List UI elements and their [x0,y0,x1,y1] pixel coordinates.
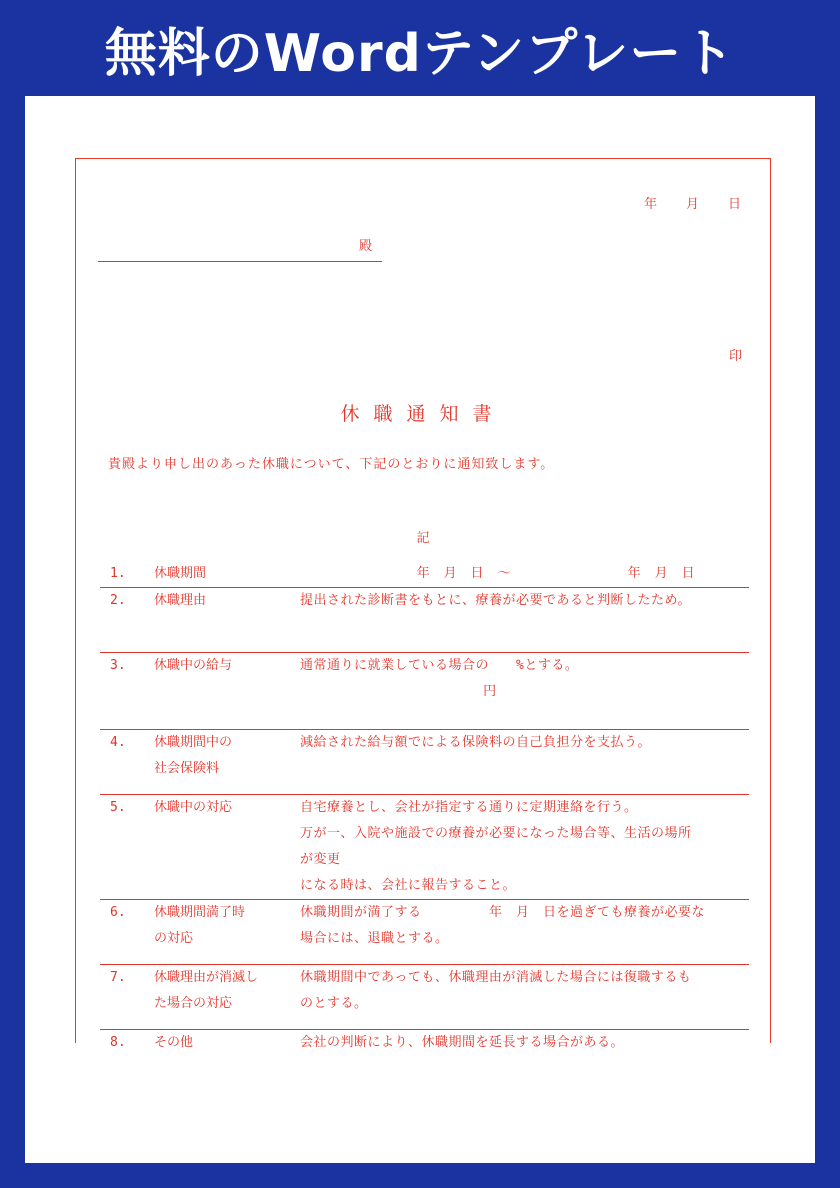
banner [0,0,840,96]
document-page [25,96,815,1163]
item-number: 1. [110,566,126,581]
item-content: 年 月 日 ～ 年 月 日 [300,566,696,581]
banner-title: 無料のWordテンプレート [104,23,736,84]
item-label: その他 [154,1035,194,1050]
list-item [100,653,749,730]
addressee-suffix: 殿 [358,239,372,254]
item-content: 通常通りに就業している場合の %とする。 円 [300,658,579,699]
item-content: 自宅療養とし、会社が指定する通りに定期連絡を行う。 万が一、入院や施設での療養が必要になった場合等、生活の場所 が変更 になる時は、会社に報告すること。 [300,800,692,893]
ki-heading: 記 [416,531,430,546]
item-label: 休職期間 [154,566,207,581]
seal-mark: 印 [728,349,742,364]
item-label: 休職理由 [154,593,207,608]
item-number: 4. [110,735,126,750]
item-number: 6. [110,905,126,920]
item-number: 3. [110,658,126,673]
item-label: 休職中の給与 [154,658,233,673]
list-item [100,561,749,588]
document-title: 休職通知書 [340,403,506,425]
list-item [100,1030,749,1056]
item-number: 8. [110,1035,126,1050]
item-label: 休職期間満了時 の対応 [154,905,246,946]
item-number: 7. [110,970,126,985]
list-item [100,965,749,1030]
intro-text: 貴殿より申し出のあった休職について、下記のとおりに通知致します。 [108,457,555,472]
item-content: 提出された診断書をもとに、療養が必要であると判断したため。 [300,593,691,608]
item-content: 休職期間が満了する 年 月 日を過ぎても療養が必要な 場合には、退職とする。 [300,905,706,946]
item-number: 5. [110,800,126,815]
item-label: 休職理由が消滅し た場合の対応 [154,970,259,1011]
item-label: 休職中の対応 [154,800,233,815]
date-line: 年 月 日 [643,197,742,212]
item-list [100,561,749,1056]
addressee-line [98,231,382,262]
list-item [100,588,749,653]
item-content: 減給された給与額でによる保険料の自己負担分を支払う。 [300,735,652,750]
list-item [100,900,749,965]
item-content: 会社の判断により、休職期間を延長する場合がある。 [300,1035,625,1050]
list-item [100,730,749,795]
item-label: 休職期間中の 社会保険料 [154,735,233,776]
notice-document [75,158,771,1050]
list-item [100,795,749,900]
item-content: 休職期間中であっても、休職理由が消滅した場合には復職するも のとする。 [300,970,692,1011]
item-number: 2. [110,593,126,608]
